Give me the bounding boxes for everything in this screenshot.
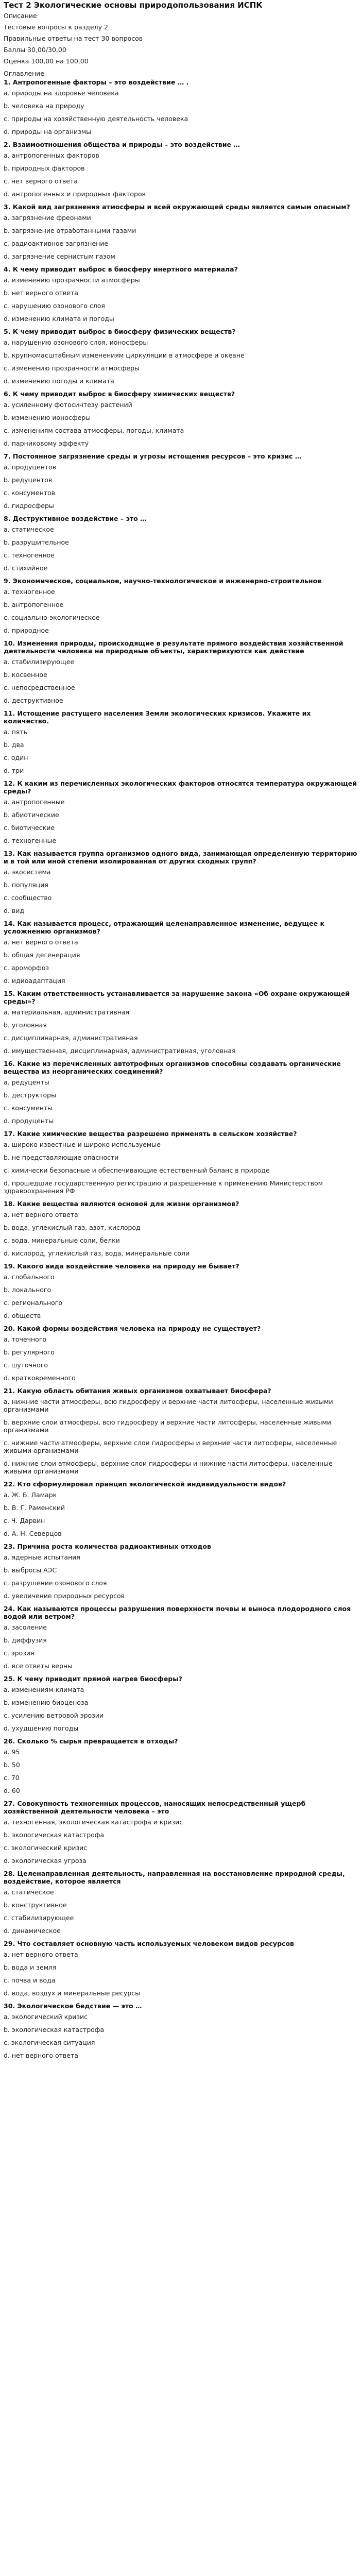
answer-option: b. антропогенное [4, 601, 64, 608]
answer-option: а. природы на здоровье человека [4, 89, 119, 97]
question-text: 13. Как называется группа организмов одного вида, занимающая определенную территорию и в той или иной степени изолированная от других сходных групп? [4, 850, 357, 865]
question-block [4, 920, 357, 985]
answer-option: a. широко известные и широко используемые [4, 1141, 161, 1148]
answer-option: a. 95 [4, 1748, 20, 1756]
answer-option: c. почва и вода [4, 1976, 56, 1984]
toc-label: Оглавление [4, 70, 45, 77]
question-block [4, 203, 357, 260]
answer-option: b. изменению ионосферы [4, 414, 91, 421]
answer-option: a. статическое [4, 526, 54, 533]
answer-option: a. Ж. Б. Ламарк [4, 1491, 57, 1499]
answer-option: d. деструктивное [4, 697, 63, 704]
answer-option: b. вода, углекислый газ, азот, кислород [4, 1224, 141, 1231]
answer-option: b. загрязнение отработанными газами [4, 227, 136, 234]
answer-option: c. экологическая ситуация [4, 2039, 95, 2046]
question-block [4, 1325, 357, 1382]
answer-option: a. стабилизирующее [4, 658, 75, 666]
answer-option: b. конструктивное [4, 1901, 67, 1909]
question-text: 18. Какие вещества являются основой для жизни организмов? [4, 1200, 239, 1208]
answer-option: b. абиотические [4, 811, 59, 819]
grade: Оценка 100,00 на 100,00 [4, 57, 89, 65]
question-block [4, 577, 357, 634]
correct-answers: Правильные ответы на тест 30 вопросов [4, 35, 143, 42]
question-block [4, 1605, 357, 1670]
answer-option: b. общая дегенерация [4, 951, 80, 959]
answer-option: a. статическое [4, 1888, 54, 1896]
answer-option: d. кратковременного [4, 1374, 76, 1382]
question-text: 12. К каким из перечисленных экологических факторов относятся температура окружающей среды? [4, 779, 357, 795]
question-text: 19. Какого вида воздействие человека на природу не бывает? [4, 1262, 239, 1270]
question-block [4, 1200, 357, 1257]
answer-option: b. популяция [4, 881, 48, 889]
answer-option: d. техногенные [4, 837, 57, 844]
question-text: 25. К чему приводит прямой нагрев биосферы? [4, 1675, 182, 1683]
score: Баллы 30,00/30,00 [4, 46, 66, 54]
question-text: 10. Изменения природы, происходящие в результате прямого воздействия хозяйственной деятельности человека на природные объекты, характеризуются как действие [4, 639, 343, 655]
answer-option: b. человека на природу [4, 102, 84, 110]
question-block [4, 265, 357, 323]
question-block [4, 1543, 357, 1600]
question-text: 16. Какие из перечисленных автотрофных организмов способны создавать органические вещества из неорганических соединений? [4, 1060, 341, 1075]
answer-option: c. шуточного [4, 1361, 48, 1369]
answer-option: b. регулярного [4, 1348, 55, 1356]
question-block [4, 1387, 357, 1475]
answer-option: c. социально-экологическое [4, 614, 100, 621]
question-text: 27. Совокупность техногенных процессов, наносящих непосредственный ущерб хозяйственной деятельности человека – это [4, 1800, 306, 1815]
answer-option: d. прошедшие государственную регистрацию и разрешенные к применению Министерством здравоохранения РФ [4, 1179, 323, 1195]
answer-option: c. биотические [4, 824, 55, 832]
answer-option: a. продуцентов [4, 463, 57, 471]
answer-option: d. изменению погоды и климата [4, 377, 114, 385]
answer-option: d. увеличение природных ресурсов [4, 1592, 125, 1600]
answer-option: d. нижние слои атмосферы, верхние слои гидросферы и нижние части литосферы, населенные живыми организмами [4, 1460, 333, 1475]
question-text: 3. Какой вид загрязнения атмосферы и всей окружающей среды является самым опасным? [4, 203, 350, 211]
question-text: 2. Взаимоотношения общества и природы – это воздействие … [4, 141, 240, 148]
question-block [4, 709, 357, 774]
answer-option: c. техногенное [4, 551, 55, 559]
answer-option: a. загрязнение фреонами [4, 214, 91, 222]
question-block [4, 850, 357, 914]
answer-option: b. разрушительное [4, 538, 69, 546]
answer-option: a. засоление [4, 1623, 47, 1631]
question-block [4, 78, 357, 135]
answer-option: b. не представляющие опасности [4, 1154, 119, 1161]
answer-option: d. идиоадаптация [4, 977, 65, 985]
answer-option: d. продуценты [4, 1117, 54, 1125]
answer-option: c. ароморфоз [4, 964, 49, 972]
answer-option: c. консументов [4, 489, 56, 497]
answer-option: d. природы на организмы [4, 128, 92, 135]
answer-option: c. стабилизирующее [4, 1914, 74, 1922]
answer-option: c. природы на хозяйственную деятельность человека [4, 115, 188, 123]
answer-option: b. косвенное [4, 671, 47, 679]
answer-option: b. В. Г. Раменский [4, 1504, 65, 1512]
answer-option: b. диффузия [4, 1636, 47, 1644]
answer-option: a. экосистема [4, 868, 51, 876]
question-text: 28. Целенаправленная деятельность, направленная на восстановление природной среды, воздействие, которое является [4, 1870, 345, 1885]
question-text: 9. Экономическое, социальное, научно-технологическое и инженерно-строительное [4, 577, 322, 585]
answer-option: b. экологическая катастрофа [4, 1831, 105, 1839]
answer-option: b. два [4, 741, 24, 749]
answer-option: a. экологический кризис [4, 2013, 88, 2021]
answer-option: b. 50 [4, 1761, 20, 1769]
question-block [4, 1130, 357, 1195]
answer-option: b. экологическая катастрофа [4, 2026, 105, 2033]
answer-option: a. изменениям климата [4, 1686, 84, 1693]
page-title: Тест 2 Экологические основы природопользования ИСПК [4, 1, 263, 10]
answer-option: b. выбросы АЭС [4, 1566, 57, 1574]
question-text: 21. Какую область обитания живых организмов охватывает биосфера? [4, 1387, 271, 1395]
answer-option: d. 60 [4, 1787, 20, 1794]
answer-option: a. нет верного ответа [4, 1951, 78, 1958]
answer-option: c. эрозия [4, 1649, 35, 1657]
question-text: 6. К чему приводит выброс в биосферу химических веществ? [4, 390, 235, 398]
answer-option: d. экологическая угроза [4, 1857, 87, 1865]
question-text: 22. Кто сформулировал принцип экологической индивидуальности видов? [4, 1480, 286, 1488]
question-block [4, 990, 357, 1055]
question-text: 5. К чему приводит выброс в биосферу физических веществ? [4, 328, 236, 335]
answer-option: b. изменению биоценоза [4, 1699, 89, 1706]
answer-option: d. все ответы верны [4, 1662, 73, 1670]
answer-option: b. нет верного ответа [4, 289, 78, 297]
quiz-summary [4, 12, 357, 65]
answer-option: b. локального [4, 1286, 51, 1294]
answer-option: d. динамическое [4, 1927, 61, 1935]
answer-option: d. вода, воздух и минеральные ресурсы [4, 1989, 140, 1997]
answer-option: c. усилению ветровой эрозии [4, 1711, 104, 1719]
question-text: 4. К чему приводит выброс в биосферу инертного материала? [4, 265, 238, 273]
answer-option: c. химически безопасные и обеспечивающие естественный баланс в природе [4, 1166, 270, 1174]
answer-option: c. экологический кризис [4, 1844, 88, 1852]
answer-option: d. природное [4, 626, 49, 634]
question-text: 11. Истощение растущего населения Земли экологических кризисов. Укажите их количество. [4, 709, 311, 725]
answer-option: c. непосредственное [4, 684, 75, 691]
question-text: 15. Каким ответственность устанавливается за нарушение закона «Об охране окружающей среды»? [4, 990, 350, 1005]
question-block [4, 1262, 357, 1319]
question-text: 1. Антропогенные факторы – это воздействие … . [4, 78, 189, 86]
answer-option: d. кислород, углекислый газ, вода, минеральные соли [4, 1249, 190, 1257]
answer-option: a. антропогенных факторов [4, 151, 99, 159]
question-block [4, 1480, 357, 1537]
answer-option: b. природных факторов [4, 164, 85, 172]
question-block [4, 1737, 357, 1794]
question-text: 14. Как называется процесс, отражающий целенаправленное изменение, ведущее к усложнению организмов? [4, 920, 324, 935]
answer-option: c. нарушению озонового слоя [4, 302, 105, 310]
answer-option: d. нет верного ответа [4, 2052, 78, 2059]
answer-option: c. радиоактивное загрязнение [4, 240, 109, 247]
answer-option: a. пять [4, 728, 27, 736]
answer-option: a. нет верного ответа [4, 938, 78, 946]
answer-option: c. вода, минеральные соли, белки [4, 1236, 120, 1244]
question-block [4, 141, 357, 198]
question-block [4, 328, 357, 385]
answer-option: b. деструкторы [4, 1091, 56, 1099]
answer-option: d. загрязнение сернистым газом [4, 252, 115, 260]
question-block [4, 1800, 357, 1865]
question-block [4, 2002, 357, 2059]
answer-option: d. имущественная, дисциплинарная, административная, уголовная [4, 1047, 236, 1055]
answer-option: a. техногенная, экологическая катастрофа и кризис [4, 1818, 183, 1826]
question-text: 17. Какие химические вещества разрешено применять в сельском хозяйстве? [4, 1130, 297, 1138]
answer-option: c. 70 [4, 1774, 20, 1782]
answer-option: a. антропогенные [4, 798, 65, 806]
question-text: 20. Какой формы воздействия человека на природу не существует? [4, 1325, 261, 1332]
answer-option: a. глобального [4, 1273, 55, 1281]
answer-option: d. антропогенных и природных факторов [4, 190, 146, 198]
question-block [4, 1940, 357, 1997]
answer-option: a. материальная, административная [4, 1008, 130, 1016]
answer-option: a. усиленному фотосинтезу растений [4, 401, 132, 409]
answer-option: c. дисциплинарная, административная [4, 1034, 138, 1042]
description-label: Описание [4, 12, 37, 20]
answer-option: d. три [4, 767, 24, 774]
question-block [4, 1060, 357, 1125]
question-block [4, 1870, 357, 1935]
question-block [4, 639, 357, 704]
answer-option: c. Ч. Дарвин [4, 1517, 45, 1524]
answer-option: b. редуцентов [4, 476, 53, 484]
answer-option: d. вид [4, 907, 25, 914]
question-block [4, 452, 357, 510]
question-list [4, 78, 357, 2059]
question-text: 24. Как называются процессы разрушения поверхности почвы и выноса плодородного слоя водой или ветром? [4, 1605, 351, 1620]
answer-option: b. вода и земля [4, 1963, 57, 1971]
answer-option: d. А. Н. Северцов [4, 1530, 62, 1537]
answer-option: d. парниковому эффекту [4, 439, 89, 447]
question-block [4, 779, 357, 844]
answer-option: a. точечного [4, 1335, 47, 1343]
answer-option: a. нет верного ответа [4, 1211, 78, 1218]
question-block [4, 515, 357, 572]
answer-option: a. нижние части атмосферы, всю гидросферу и верхние части литосферы, населенные живыми организмами [4, 1398, 333, 1413]
test-name: Тестовые вопросы к разделу 2 [4, 23, 108, 31]
answer-option: b. крупномасштабным изменениям циркуляции в атмосфере и океане [4, 351, 245, 359]
question-text: 8. Деструктивное воздействие – это … [4, 515, 147, 522]
answer-option: c. разрушение озонового слоя [4, 1579, 107, 1587]
question-text: 23. Причина роста количества радиоактивных отходов [4, 1543, 211, 1550]
question-text: 29. Что составляет основную часть используемых человеком видов ресурсов [4, 1940, 294, 1947]
answer-option: c. сообщество [4, 894, 52, 902]
answer-option: c. изменению прозрачности атмосферы [4, 364, 140, 372]
answer-option: b. верхние слои атмосферы, всю гидросферу и верхние части литосферы, населенные живыми организмами [4, 1418, 331, 1434]
question-text: 30. Экологическое бедствие — это … [4, 2002, 142, 2010]
answer-option: d. изменению климата и погоды [4, 315, 114, 323]
question-text: 26. Сколько % сырья превращается в отходы? [4, 1737, 178, 1745]
answer-option: c. консументы [4, 1104, 53, 1112]
answer-option: c. нет верного ответа [4, 177, 78, 185]
answer-option: c. регионального [4, 1299, 63, 1307]
answer-option: a. редуценты [4, 1078, 49, 1086]
question-block [4, 1675, 357, 1732]
answer-option: a. техногенное [4, 588, 55, 596]
answer-option: c. один [4, 754, 28, 761]
question-text: 7. Постоянное загрязнение среды и угрозы истощения ресурсов – это кризис … [4, 452, 302, 460]
answer-option: d. стихийное [4, 564, 48, 572]
answer-option: b. уголовная [4, 1021, 47, 1029]
answer-option: a. нарушению озонового слоя, ионосферы [4, 338, 148, 346]
answer-option: c. изменениям состава атмосферы, погоды, климата [4, 427, 184, 434]
answer-option: a. ядерные испытания [4, 1553, 80, 1561]
answer-option: c. нижние части атмосферы, верхние слои гидросферы и верхние части литосферы, населенные живыми организмами [4, 1439, 337, 1454]
answer-option: а. изменению прозрачности атмосферы [4, 276, 140, 284]
question-block [4, 390, 357, 447]
answer-option: d. ухудшению погоды [4, 1724, 79, 1732]
answer-option: d. гидросферы [4, 502, 54, 510]
answer-option: d. обществ [4, 1312, 41, 1319]
